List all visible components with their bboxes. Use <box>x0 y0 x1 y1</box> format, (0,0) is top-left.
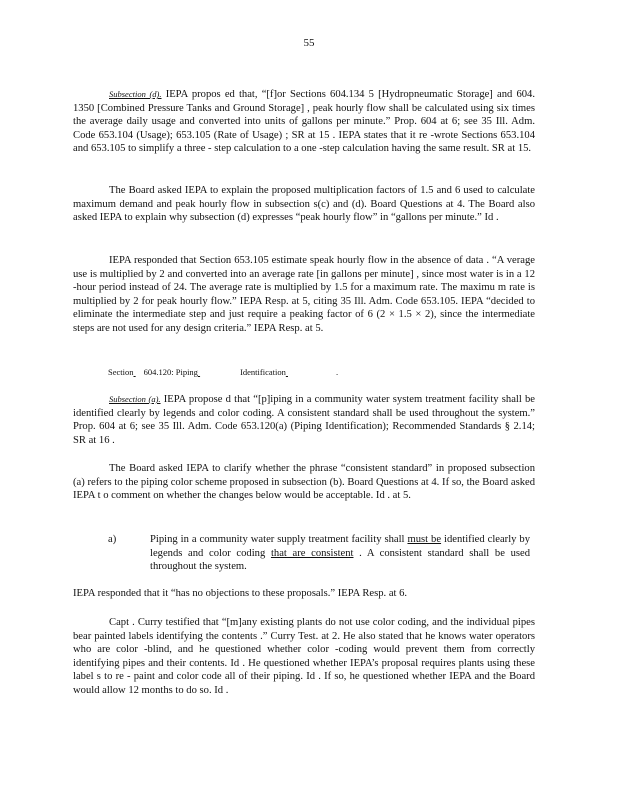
subsection-label: Subsection (a). <box>109 394 161 404</box>
paragraph-subsection-d-hydro: Subsection (d). IEPA propos ed that, “[f]or Sections 604.134 5 [Hydropneumatic Storage] and 604. 1350 [Combined Pressure Tanks and Ground Storage] , peak hourly flow shall be calculated using six times the average daily usage and converted into units of gallons per minute.” Prop. 604 at 6; see 35 Ill. Adm. Code 653.104 (Usage); 653.105 (Rate of Usage) ; SR at 15 . IEPA states that it re -wrote Sections 653.104 and 653.105 to simplify a three - step calculation to a one -step calculation having the same result. SR at 15. <box>73 89 535 155</box>
paragraph-board-asked-explain: The Board asked IEPA to explain the proposed multiplication factors of 1.5 and 6 used to calculate maximum demand and peak hourly flow in subsection s(c) and (d). Board Questions at 4. The Board also asked IEPA to explain why subsection (d) expresses “peak hourly flow” in “gallons per minute.” Id . <box>73 185 535 224</box>
subsection-label: Subsection (d). <box>109 89 162 99</box>
paragraph-iepa-no-objections: IEPA responded that it “has no objections to these proposals.” IEPA Resp. at 6. <box>73 588 408 599</box>
proposed-rule-text: Piping in a community water supply treatment facility shall must be identified clearly by legends and color coding that are consistent . A consistent standard shall be used throughout the system. <box>150 534 531 573</box>
paragraph-iepa-responded: IEPA responded that Section 653.105 estimate speak hourly flow in the absence of data . “A verage use is multiplied by 2 and converted into an average rate [in gallons per minute] , since most water is in a 12 -hour period instead of 24. The average rate is multiplied by 1.5 for a maximum rate. The maximu m rate is multiplied by 2 for peak hourly flow.” IEPA Resp. at 5, citing 35 Ill. Adm. Code 653.105. IEPA “decided to eliminate the intermediate step and just require a peaking factor of 6 (2 × 1.5 × 2), since the intermediate steps are not used for any design criteria.” IEPA Resp. at 5. <box>73 255 535 334</box>
page-number: 55 <box>303 37 315 49</box>
paragraph-capt-curry: Capt . Curry testified that “[m]any existing plants do not use color coding, and the individual pipes bear painted labels identifying the contents .” Curry Test. at 2. He also stated that he knows water operators who are color -blind, and he questioned whether color -coding would prevent them from correctly identifying pipes and their contents. Id . He questioned whether IEPA’s proposal requires plants using these label s to re - paint and color code all of their piping. Id . If so, he questioned whether IEPA and the Board would allow 12 months to do so. Id . <box>73 617 535 696</box>
paragraph-board-asked-clarify: The Board asked IEPA to clarify whether the phrase “consistent standard” in proposed subsection (a) refers to the piping color scheme proposed in subsection (b). Board Questions at 4. If so, the Board asked IEPA t o comment on whether the changes below would be acceptable. Id . at 5. <box>73 463 535 502</box>
list-marker: a) <box>108 534 117 545</box>
section-heading-piping: Section 604.120: Piping Identification . <box>108 367 339 377</box>
paragraph-subsection-a-piping: Subsection (a). IEPA propose d that “[p]iping in a community water system treatment facility shall be identified clearly by legends and color coding. A consistent standard shall be used throughout the system.” Prop. 604 at 6; see 35 Ill. Adm. Code 653.120(a) (Piping Identification); Recommended Standards § 2.14; SR at 16 . <box>73 394 535 446</box>
